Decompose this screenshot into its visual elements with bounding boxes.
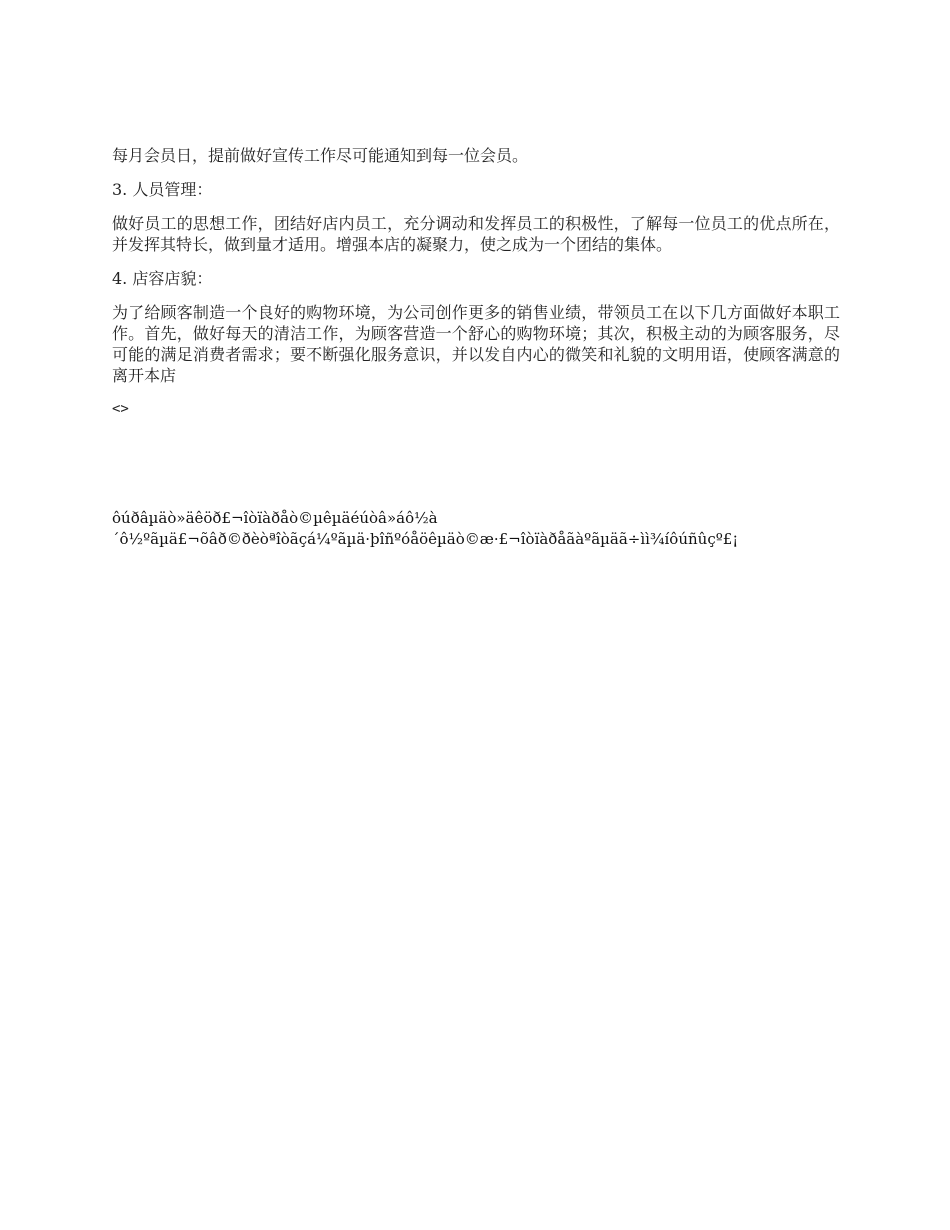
- garbled-line-2: ´ô½ºãµä£¬õâð©ðèòªîòãçá¼ºãµä·þîñºóåöêµäò©æ·£¬îòïàðåãàºãµäã÷ìì¾íôúñûçº£¡: [112, 530, 739, 548]
- section-3-paragraph: 做好员工的思想工作，团结好店内员工，充分调动和发挥员工的积极性，了解每一位员工的优点所在，并发挥其特长，做到量才适用。增强本店的凝聚力，使之成为一个团结的集体。: [112, 214, 840, 254]
- garbled-line-1: ôúðâµäò»äêöð£¬îòïàðåò©µêµäéúòâ»áô½à: [112, 509, 438, 527]
- section-4-paragraph: 为了给顾客制造一个良好的购物环境，为公司创作更多的销售业绩，带领员工在以下几方面做好本职工作。首先，做好每天的清洁工作，为顾客营造一个舒心的购物环境；其次，积极主动的为顾客服务，尽可能的满足消费者需求；要不断强化服务意识，并以发自内心的微笑和礼貌的文明用语，使顾客满意的离开本店: [112, 303, 840, 385]
- intro-paragraph: 每月会员日，提前做好宣传工作尽可能通知到每一位会员。: [112, 146, 529, 165]
- document-body: [112, 145, 840, 420]
- garbled-text-block: [112, 508, 840, 550]
- angle-bracket-marker: <>: [112, 401, 129, 417]
- section-3-heading: 3. 人员管理：: [112, 180, 213, 199]
- section-4-heading: 4. 店容店貌：: [112, 269, 213, 288]
